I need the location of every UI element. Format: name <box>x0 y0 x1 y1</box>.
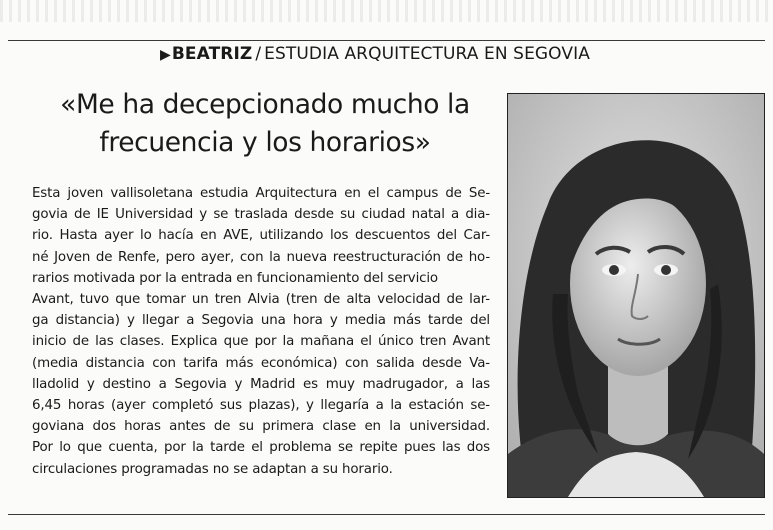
body-line: lladolid y destino a Segovia y Madrid es muy madrugador, a las <box>32 376 490 392</box>
body-line: rarios motivada por la entrada en funcionamiento del servicio <box>32 270 438 286</box>
headline-line: «Me ha decepcionado mucho la <box>60 89 470 120</box>
article-body <box>32 183 490 480</box>
body-line: goviana dos horas antes de su primera clase en la universidad. <box>32 419 490 435</box>
body-line: inicio de las clases. Explica que por la mañana el único tren Avant <box>32 334 490 350</box>
bottom-rule <box>8 514 765 515</box>
scan-noise-strip <box>0 0 773 22</box>
body-line: circulaciones programadas no se adaptan a su horario. <box>32 461 393 477</box>
body-line: Avant, tuvo que tomar un tren Alvia (tren de alta velocidad de lar- <box>32 292 490 308</box>
headline-line: frecuencia y los horarios» <box>99 127 431 158</box>
body-line: (media distancia con tarifa más económica) con salida desde Va- <box>32 355 490 371</box>
top-rule <box>8 40 765 41</box>
body-line: 6,45 horas (ayer completó sus plazas), y llegaría a la estación se- <box>32 398 490 414</box>
kicker <box>160 44 590 64</box>
body-line: rio. Hasta ayer lo hacía en AVE, utilizando los descuentos del Car- <box>32 228 490 244</box>
portrait-illustration <box>508 94 764 497</box>
body-line: ga distancia) y llegar a Segovia una hora y media más tarde del <box>32 313 490 329</box>
body-line: Por lo que cuenta, por la tarde el problema se repite pues las dos <box>32 440 490 456</box>
portrait-photo <box>507 93 765 498</box>
kicker-name: BEATRIZ <box>171 44 253 64</box>
body-line: Esta joven vallisoletana estudia Arquitectura en el campus de Se- <box>32 186 490 201</box>
kicker-subtitle: ESTUDIA ARQUITECTURA EN SEGOVIA <box>264 44 590 64</box>
headline <box>40 86 490 162</box>
arrow-icon: ▶ <box>160 47 171 63</box>
body-line: né Joven de Renfe, pero ayer, con la nueva reestructuración de ho- <box>32 249 490 265</box>
body-line: govia de IE Universidad y se traslada desde su ciudad natal a dia- <box>32 207 490 223</box>
kicker-separator: / <box>255 44 262 64</box>
